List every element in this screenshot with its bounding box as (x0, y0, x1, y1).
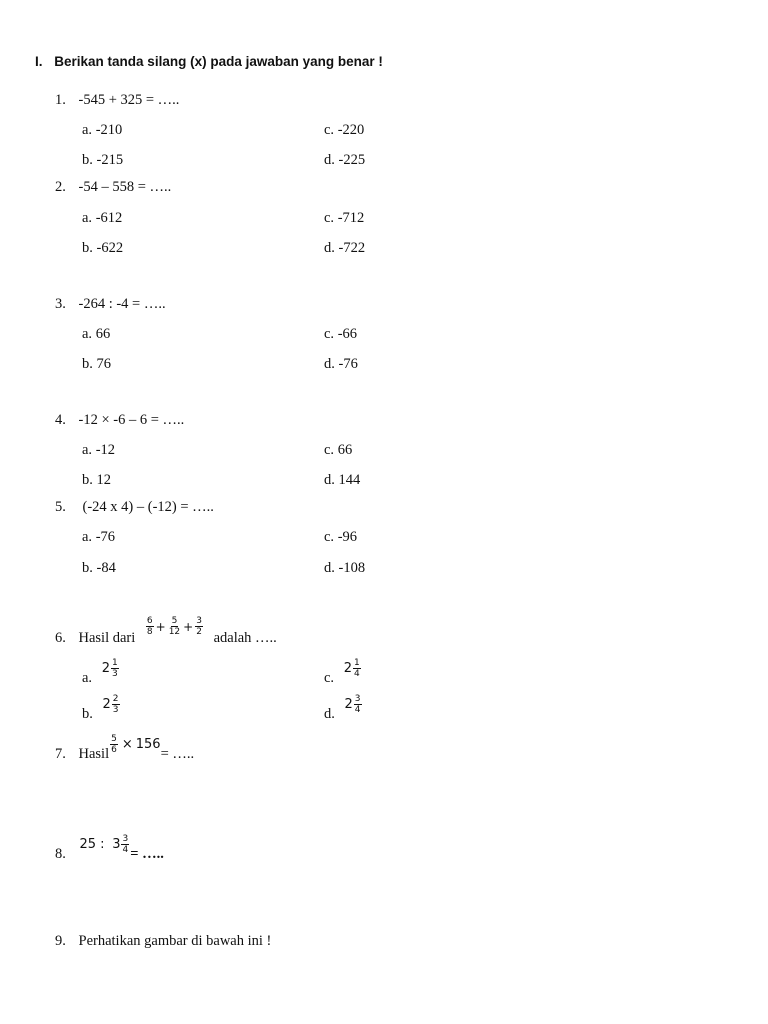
q1-option-d[interactable]: d. -225 (324, 152, 366, 168)
q3-option-a[interactable]: a. 66 (82, 326, 111, 342)
plus-sign: + (155, 619, 166, 634)
question-9 (55, 933, 271, 950)
question-2 (55, 179, 171, 196)
fraction-expression (145, 616, 204, 637)
fraction-2: $\frac{5}{12}$ (168, 616, 181, 637)
section-title: Berikan tanda silang (x) pada jawaban yang benar ! (54, 54, 383, 69)
dividend: 25 : (79, 836, 105, 852)
multiplication-expression (109, 734, 160, 755)
q5-option-a[interactable]: a. -76 (82, 529, 116, 545)
question-number: 7. (55, 746, 66, 762)
question-number: 3. (55, 296, 66, 312)
question-8 (55, 834, 164, 863)
q1-option-b[interactable]: b. -215 (82, 152, 124, 168)
q3-option-d[interactable]: d. -76 (324, 356, 358, 372)
q2-option-d[interactable]: d. -722 (324, 240, 366, 256)
q6-option-d[interactable]: d. 2 $\frac{3}{4}$ (324, 694, 361, 722)
multiplier-value: 156 (135, 736, 161, 752)
question-1 (55, 92, 179, 109)
q4-option-a[interactable]: a. -12 (82, 442, 116, 458)
section-number: I. (35, 54, 43, 69)
q5-option-d[interactable]: d. -108 (324, 560, 366, 576)
q2-option-b[interactable]: b. -622 (82, 240, 124, 256)
q2-option-a[interactable]: a. -612 (82, 210, 123, 226)
division-expression (80, 834, 131, 855)
question-6 (55, 616, 277, 647)
fraction: $\frac{3}{4}$ (122, 834, 129, 855)
q2-option-c[interactable]: c. -712 (324, 210, 365, 226)
question-text: -545 + 325 = ….. (78, 92, 180, 108)
question-number: 2. (55, 179, 66, 195)
question-number: 4. (55, 412, 66, 428)
q4-option-b[interactable]: b. 12 (82, 472, 111, 488)
fraction-1: $\frac{6}{8}$ (146, 616, 153, 637)
question-prefix: Hasil (78, 746, 110, 762)
q6-option-c[interactable]: c. 2 $\frac{1}{4}$ (324, 658, 360, 686)
q4-option-d[interactable]: d. 144 (324, 472, 361, 488)
question-prefix: Hasil dari (78, 630, 136, 646)
question-7 (55, 734, 194, 763)
q1-option-a[interactable]: a. -210 (82, 122, 123, 138)
section-heading (35, 54, 383, 69)
question-text: -12 × -6 – 6 = ….. (78, 412, 185, 428)
fraction: $\frac{5}{6}$ (111, 734, 117, 755)
question-number: 1. (55, 92, 66, 108)
question-number: 9. (55, 933, 66, 949)
question-4 (55, 412, 184, 429)
q1-option-c[interactable]: c. -220 (324, 122, 365, 138)
question-suffix: = ….. (160, 746, 195, 762)
q3-option-c[interactable]: c. -66 (324, 326, 358, 342)
question-number: 8. (55, 846, 66, 862)
q3-option-b[interactable]: b. 76 (82, 356, 111, 372)
question-suffix: adalah ….. (213, 630, 277, 646)
question-suffix: = ….. (130, 846, 164, 862)
question-text: -264 : -4 = ….. (78, 296, 166, 312)
question-text: Perhatikan gambar di bawah ini ! (78, 933, 272, 949)
q5-option-c[interactable]: c. -96 (324, 529, 358, 545)
q4-option-c[interactable]: c. 66 (324, 442, 353, 458)
question-3 (55, 296, 166, 313)
question-text: -54 – 558 = ….. (78, 179, 172, 195)
fraction-3: $\frac{3}{2}$ (196, 616, 202, 637)
mixed-whole: 3 (112, 836, 121, 852)
question-text: (-24 x 4) – (-12) = ….. (82, 499, 214, 515)
question-number: 6. (55, 630, 66, 646)
q6-option-b[interactable]: b. 2 $\frac{2}{3}$ (82, 694, 119, 722)
q6-option-a[interactable]: a. 2 $\frac{1}{3}$ (82, 658, 118, 686)
times-sign: × (121, 736, 133, 752)
q5-option-b[interactable]: b. -84 (82, 560, 116, 576)
question-number: 5. (55, 499, 66, 515)
question-5 (55, 499, 214, 516)
plus-sign: + (183, 619, 194, 634)
